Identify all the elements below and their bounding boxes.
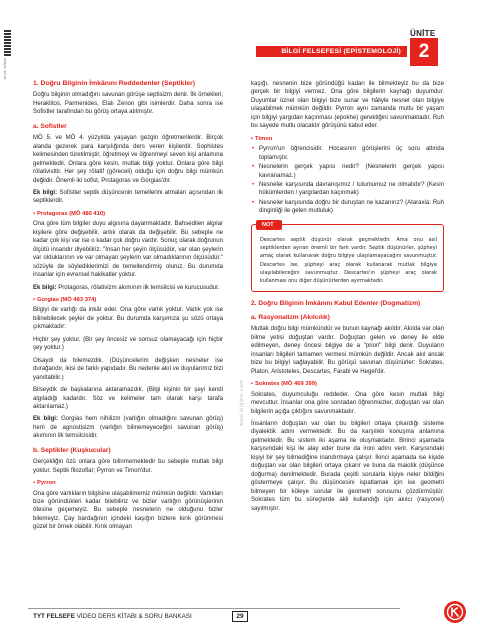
list-item: • Nesneler karşısında doğru bir duruştan ne kazanırız? (Ataraxia: Ruh dinginliği ile gelen mutluluk) <box>251 199 444 216</box>
subheading-gorgias <box>33 296 223 304</box>
bullet-icon: • <box>33 210 36 217</box>
list-item: • Nesneler karşısında davranışımız / tutumumuz ne olmalıdır? (Kesin hükümlerden / yargılardan kaçınmak) <box>251 181 444 198</box>
bullet-icon: • <box>251 135 254 142</box>
section-heading-1: 1. Doğru Bilginin İmkânını Reddedenler (Septikler) <box>33 80 196 87</box>
unit-number-badge: 2 <box>410 38 438 66</box>
subheading-text: Gorgias (MÖ 483 374) <box>37 296 97 303</box>
subheading-text: Protagoras (MÖ 480 410) <box>37 210 106 217</box>
paragraph <box>33 415 223 440</box>
paragraph: Ona göre tüm bilgiler duyu algısına dayanmaktadır. Bahsedilen algılar kişilere göre değişebilir, anlık olarak da değişebilir. Bu sebeple ne kadar çok kişi var ise o kadar çok doğru vardır. Sonuç olarak doğrunun ölçütü insandır diyebiliriz. "İnsan her şeyin ölçüsüdür, var olan şeylerin var olduklarının ve var olmayan şeylerin var olmadıklarının ölçüsüdür." sözüyle de söylediklerimizi de temellendirmiş oluruz. Bu durumda insanlar için evrensel hakikatler yoktur. <box>33 221 223 279</box>
list-item: • Pyrron'un öğrencisidir. Hocasının görüşlerini üç soru altında toplamıştır. <box>251 145 444 162</box>
ek-bilgi-text: Gorgias hem nihilizm (varlığın olmadığını savunan görüş) hem de agnostisizm (varlığın bilinemeyeceğini savunan görüş) akımının ilk temsilcisidir. <box>33 416 223 440</box>
subheading-sokrates <box>251 380 444 388</box>
paragraph: Bilgiyi de varlığı da inkâr eder. Ona göre varlık yoktur. Varlık yok ise bilinebilecek şeyler de yoktur. Bu durumda karşımıza şu sözü ortaya çıkmaktadır: <box>33 307 223 331</box>
paragraph <box>33 284 223 292</box>
subheading-timon <box>251 135 444 143</box>
note-tag: NOT <box>256 220 282 230</box>
side-code-text: GERÇEK BİLGİ <box>3 58 6 80</box>
unit-label: ÜNİTE <box>410 29 436 38</box>
subheading-septikler: b. Septikler (Kuşkucular) <box>33 446 111 454</box>
paragraph: Sokrates, duyumculuğu reddeder. Ona göre kesin mutlak bilgi mevcuttur. İnsanlar ona göre sonradan öğrenmezler, doğuştan var olan bilgilerin açığa çıktığını savunmaktadır. <box>251 391 444 415</box>
ek-bilgi-text: Sofistler septik düşüncenin temellerini atmaları açısından ilk septiklerdir. <box>33 189 223 205</box>
paragraph: Hiçbir şey yoktur. (Bir şey öncesiz ve sonsuz olamayacağı için hiçbir şey yoktur.) <box>33 336 223 352</box>
subheading-text: Pyrron <box>37 480 56 487</box>
subheading-text: Timon <box>255 135 273 142</box>
ek-bilgi-label: Ek bilgi: <box>33 284 57 291</box>
footer-brand: TYT FELSEFE <box>33 613 75 620</box>
paragraph: İnsanların doğuştan var olan bu bilgileri ortaya çıkardığı sisteme diyalektik adını vermektedir. Bu da karşılıklı konuşma anlamına gelmektedir. Bu sistem iki aşama ile oluşmaktadır. Birinci aşamada karşısındaki kişi ile alay eder bune da ironi adını verir. Karşısındaki kişiyi bir şey bilmediğine inandırmaya çalışır. İkinci aşamada ise kişide doğuştan var olan bilgileri ortaya çıkarır ve buna da maiotik (düşünce doğurma) denilmektedir. Burada çeşitli sorularla kişiye neler bildiğini göstermeye çalışır. Bu düşüncesini ispatlamak için ise geometri bilmeyen bir köleye sorular ile geometri sorusunu çözdürmüştür. Sokrates tüm bu süreçlerde akli kullandığı için akılcı (rasyonel) sayılmıştır. <box>251 421 444 512</box>
subheading-rasyonalizm: a. Rasyonalizm (Akılcılık) <box>251 314 330 322</box>
list-item: • Nesnelerin gerçek yapısı nedir? (Nesnelerin gerçek yapısı kavranamaz.) <box>251 163 444 180</box>
paragraph: Ona göre varlıkların bilgisine ulaşabilmemiz mümkün değildir. Varlıkları bize göründükleri kadar bilebiliriz ve bizler varlığın görünüşlerinin ötesine geçemeyiz. Bu sebeple nesnelerin ne olduğunu bizler bilemeyiz. Çay bardağının içindeki kaşığın bizlere kırık görünmesi güzel bir örnek olabilir. Kırık olmayan <box>33 490 223 531</box>
ek-bilgi-label: Ek bilgi: <box>33 416 58 423</box>
subheading-pyrron <box>33 479 223 487</box>
paragraph: Mutlak doğru bilgi mümkündür ve bunun kaynağı akıldır. Akılda var olan bilme yetisi doğuştan vardır. Doğuştan gelen ve deney ile elde edilmeyen, deney öncesi bilgiye de a "priori" bilgi denir. Duyuların insanları bilgileri tamamen vermesi mümkün değildir. Ancak akıl ancak bize bu bilgiyi sağlayabilir. Bu görüşü savunan düşünürler: Sokrates, Platon, Aristoteles, Descartes, Farabi ve Hegel'dir. <box>251 326 444 375</box>
paragraph: Doğru bilginin olmadığını savunan görüşe septisizm denir. İlk örnekleri; Heraklitos, Parmenides, Elalı Zenon gibi isimlerdir. Daha sonra ise Sofistler tarafından bu görüş ortaya atılmıştır. <box>33 92 223 116</box>
paragraph: Olsaydı da bilemezdik. (Düşüncelerim değişken nesneler ise durağandır, ikisi de farklı yapıdadır. Bu nedenle akıl ve duyularımız bizi yanıltabilir.) <box>33 357 223 381</box>
subheading-text: Sokrates (MÖ 469 399) <box>255 381 317 388</box>
bullet-icon: • <box>33 296 36 303</box>
subheading-protagoras <box>33 210 223 218</box>
section-heading-2: 2. Doğru Bilginin İmkânını Kabul Edenler (Dogmatizm) <box>251 299 421 307</box>
ek-bilgi-text: Protagoras, rölativizm akımının ilk temsilcisi ve kurucusudur. <box>56 284 220 291</box>
paragraph: Bilseydik de başkalarına aktaramazdık. (Bilgi kişinin bir şeyi kendi algıladığı kadardır. Söz ve kelimeler tam olarak karşı tarafa aktarılamaz.) <box>33 387 223 410</box>
paragraph: MÖ 5. ve MÖ 4. yüzyılda yaşayan gezgin öğretmenlerdir. Birçok alanda gezerek para karşılığında ders veren kişilerdir. Sophistes kelimesinden türetilmiştir, öğretmeyi ve öğrenmeyi seven kişi anlamına gelmektedir. Onlara göre kesin, mutlak bilgi yoktur. Onlara göre bilgi rölativisttir. Her şey rölatif (göreceli) olduğu için doğru bilgi mümkün değildir. Önemli iki sofist, Protagoras ve Gorgias'dır. <box>33 135 223 184</box>
qr-code <box>4 30 11 56</box>
publisher-logo-icon <box>443 600 467 624</box>
subheading-sofistler: a. Sofistler <box>33 122 67 130</box>
footer-subtitle: VİDEO DERS KİTABI & SORU BANKASI <box>74 613 192 620</box>
note-text: Descartes septik düşünür olarak geçmektedir. Ama onu asıl septiklerden ayıran önemli bir fark vardır. Septik düşünürler, şüpheyi amaç olarak kullanarak doğru bilgiye ulaşılamayacağını savunmuştur. Descartes ise, şüpheyi araç olarak kullanarak mutlak bilgiye ulaşılabileceğini savunmuştur. Descartes'ın şüpheyi araç olarak kullanması onu diğer düşünürlerden ayırmaktadır. <box>260 236 437 285</box>
paragraph: kaşığı, nesnenin bize göründüğü kadarı ile bilmekteyiz bu da bize gerçek bir bilgiyi vermez. Ona göre bilgilerin kaynağı duyumdur. Duyumlar öznel olan bilgiyi bize sunar ve hâliyle nesnel olan bilgiye ulaşabilmek mümkün değildir. Pyrron aynı zamanda mutlu bir yaşam için bilgiyi yargıdan kaçınması (epokhe) gerektiğini savunmaktadır. Ruh bu sayede mutlu olacaktır görüşünü kabul eder. <box>251 81 444 130</box>
section-title-bar: BİLGİ FELSEFESİ (EPİSTEMOLOJİ) <box>256 46 407 57</box>
footer-title <box>33 613 192 620</box>
right-column <box>251 80 444 517</box>
footer-divider <box>28 608 400 609</box>
watermark-text: www.bilgievi.com <box>239 380 245 427</box>
paragraph <box>33 189 223 206</box>
page-number: 29 <box>232 611 248 622</box>
ek-bilgi-label: Ek bilgi: <box>33 189 58 196</box>
left-column <box>33 80 223 536</box>
bullet-icon: • <box>33 480 36 487</box>
paragraph: Gerçekliğin özü onlara göre bilinmemektedir bu sebeple mutlak bilgi yoktur. Septik filozoflar; Pyrron ve Timon'dur. <box>33 459 223 474</box>
note-box <box>251 221 444 292</box>
bullet-icon: • <box>251 381 254 388</box>
